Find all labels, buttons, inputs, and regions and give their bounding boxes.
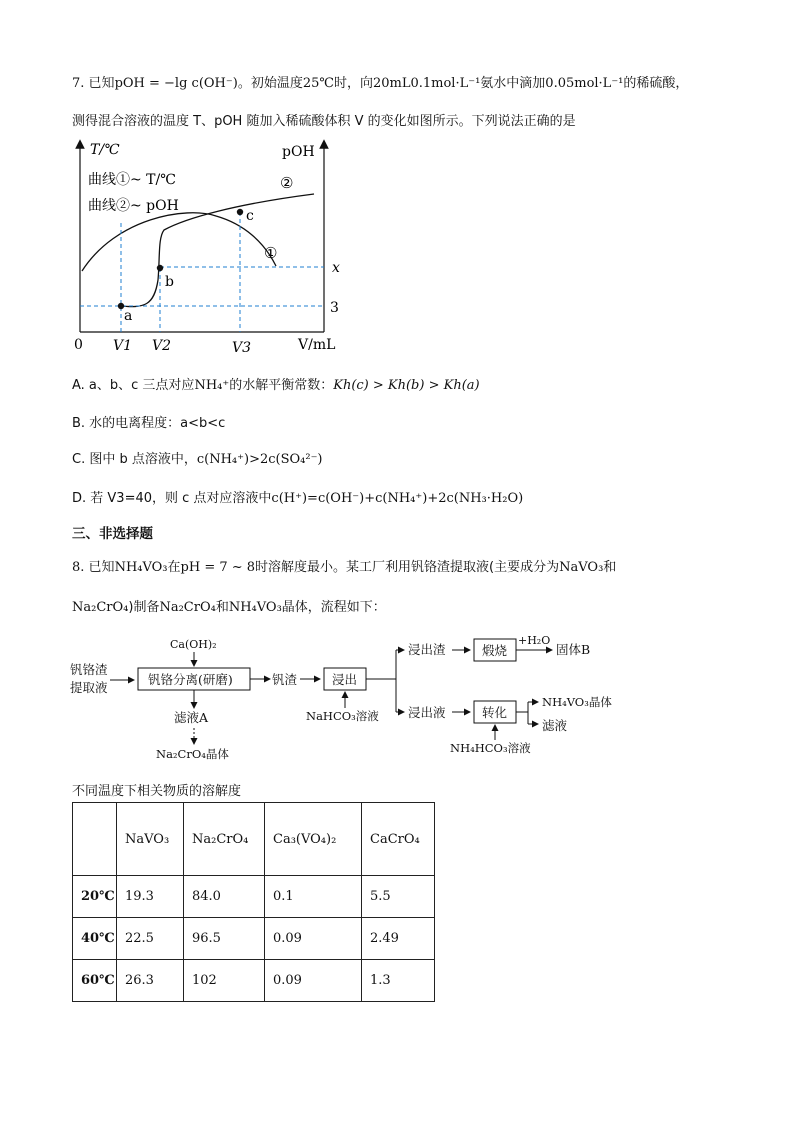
row-header: 20℃ [73, 876, 117, 918]
solid-b-label: 固体B [556, 642, 591, 657]
q7-line-1: 7. 已知pOH = −lg c(OH⁻)。初始温度25℃时，向20mL0.1mol·L⁻¹氨水中滴加0.05mol·L⁻¹的稀硫酸， [72, 76, 689, 91]
leach-residue-label: 浸出渣 [408, 642, 446, 657]
feed-label-2: 提取液 [70, 680, 108, 695]
table-cell: 22.5 [117, 918, 184, 960]
row-header: 40℃ [73, 918, 117, 960]
point-a-label: a [124, 308, 133, 324]
q8-line-2: Na₂CrO₄)制备Na₂CrO₄和NH₄VO₃晶体，流程如下： [72, 600, 386, 615]
filtrate-label: 滤液 [542, 718, 568, 733]
filtrate-a-label: 滤液A [174, 710, 209, 725]
nh4hco3-label: NH₄HCO₃溶液 [450, 741, 531, 755]
table-cell: 2.49 [362, 918, 435, 960]
table-cell: 0.09 [265, 960, 362, 1002]
q7-number: 7. [72, 76, 85, 91]
header-cell [73, 803, 117, 876]
point-b-label: b [165, 274, 174, 290]
header-cell: Ca₃(VO₄)₂ [265, 803, 362, 876]
table-caption: 不同温度下相关物质的溶解度 [72, 784, 242, 799]
process-flowchart [66, 632, 626, 766]
y-left-label: T/℃ [90, 142, 120, 158]
table-cell: 102 [184, 960, 265, 1002]
plus-h2o-label: +H₂O [518, 634, 551, 647]
point-b [157, 265, 163, 271]
box-separation-label: 钒铬分离(研磨) [148, 672, 233, 687]
table-cell: 5.5 [362, 876, 435, 918]
nh4vo3-crystal-label: NH₄VO₃晶体 [542, 695, 612, 709]
table-header-row [73, 803, 435, 876]
table-row [73, 918, 435, 960]
option-b: B. 水的电离程度：a<b<c [72, 416, 226, 431]
v3-label: V3 [232, 340, 252, 356]
row-header: 60℃ [73, 960, 117, 1002]
table-cell: 26.3 [117, 960, 184, 1002]
legend-2: 曲线②~ pOH [88, 198, 179, 214]
curve-2-label: ② [280, 174, 294, 192]
box-leach-label: 浸出 [332, 672, 358, 687]
section-heading: 三、非选择题 [72, 526, 153, 542]
table-cell: 0.1 [265, 876, 362, 918]
leach-liquor-label: 浸出液 [408, 705, 446, 720]
nahco3-label: NaHCO₃溶液 [306, 709, 379, 723]
box-calcine-label: 煅烧 [482, 643, 508, 658]
header-cell: NaVO₃ [117, 803, 184, 876]
poh-definition: pOH = −lg c(OH⁻) [114, 76, 238, 91]
x-axis-label: V/mL [298, 337, 336, 353]
option-d-expression: c(H⁺)=c(OH⁻)+c(NH₄⁺)+2c(NH₃·H₂O) [271, 491, 524, 506]
v1-label: V1 [113, 338, 133, 354]
curve-1-label: ① [264, 244, 278, 262]
option-c-expression: c(NH₄⁺)>2c(SO₄²⁻) [196, 452, 323, 467]
table-cell: 96.5 [184, 918, 265, 960]
point-c [237, 209, 243, 215]
header-cell: CaCrO₄ [362, 803, 435, 876]
option-a: A. a、b、c 三点对应NH₄⁺的水解平衡常数：Kh(c) > Kh(b) > Kh(a) [72, 378, 480, 393]
table-cell: 0.09 [265, 918, 362, 960]
box-convert-label: 转化 [482, 705, 508, 720]
point-c-label: c [246, 208, 254, 224]
option-a-expression: Kh(c) > Kh(b) > Kh(a) [333, 378, 480, 393]
origin-label: 0 [74, 337, 83, 353]
right-3-label: 3 [330, 300, 339, 316]
solubility-table [72, 802, 435, 1002]
y-right-label: pOH [282, 144, 315, 160]
table-cell: 19.3 [117, 876, 184, 918]
table-row [73, 876, 435, 918]
q7-chart [66, 138, 366, 356]
caoh2-label: Ca(OH)₂ [170, 638, 217, 651]
feed-label-1: 钒铬渣 [70, 662, 108, 677]
table-cell: 1.3 [362, 960, 435, 1002]
table-row [73, 960, 435, 1002]
v2-label: V2 [152, 338, 172, 354]
right-x-label: x [332, 260, 340, 276]
legend-1: 曲线①~ T/℃ [88, 172, 176, 188]
vanadium-slag-label: 钒渣 [272, 672, 298, 687]
q8-line-1: 8. 已知NH₄VO₃在pH = 7 ~ 8时溶解度最小。某工厂利用钒铬渣提取液(主要成分为NaVO₃和 [72, 560, 617, 575]
option-d: D. 若 V3=40，则 c 点对应溶液中c(H⁺)=c(OH⁻)+c(NH₄⁺)+2c(NH₃·H₂O) [72, 491, 524, 506]
table-cell: 84.0 [184, 876, 265, 918]
q7-line-2: 测得混合溶液的温度 T、pOH 随加入稀硫酸体积 V 的变化如图所示。下列说法正确的是 [72, 114, 576, 129]
option-c: C. 图中 b 点溶液中，c(NH₄⁺)>2c(SO₄²⁻) [72, 452, 323, 467]
na2cro4-crystal-label: Na₂CrO₄晶体 [156, 747, 229, 761]
header-cell: Na₂CrO₄ [184, 803, 265, 876]
